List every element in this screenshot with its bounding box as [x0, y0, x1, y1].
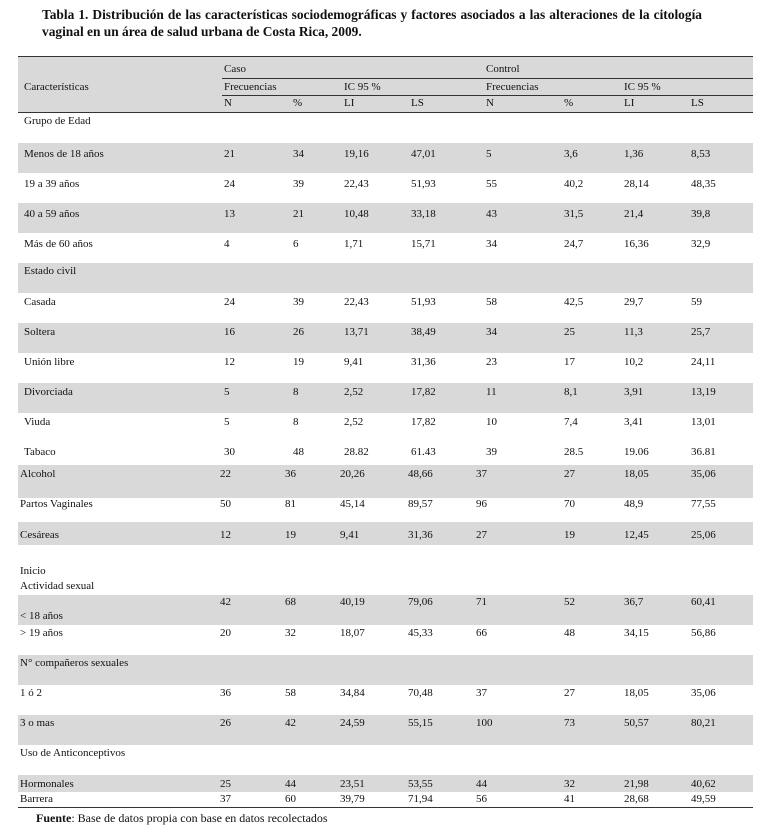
- table-row-uso-de-anticonceptivos: [18, 745, 753, 775]
- cell-caso-n: 5: [224, 416, 230, 428]
- cell-control-ls: 39,8: [691, 208, 711, 220]
- cell-control-li: 3,91: [624, 386, 644, 398]
- table-row-19-anos: [18, 625, 753, 655]
- table-row-estado-civil: [18, 263, 753, 293]
- cell-caso-n: 30: [224, 446, 235, 458]
- cell-control-ls: 40,62: [691, 778, 716, 790]
- cell-caso-li: 39,79: [340, 793, 365, 805]
- cell-control-n: 100: [476, 717, 493, 729]
- cell-control-pct: 19: [564, 529, 575, 541]
- header-control-ic: IC 95 %: [624, 81, 661, 93]
- cell-caso-pct: 26: [293, 326, 304, 338]
- cell-control-n: 5: [486, 148, 492, 160]
- row-label: Estado civil: [24, 265, 77, 277]
- rule-group: [222, 78, 753, 79]
- cell-caso-ls: 47,01: [411, 148, 436, 160]
- cell-caso-n: 42: [220, 596, 231, 608]
- row-label: 19 a 39 años: [24, 178, 80, 190]
- row-label: Actividad sexual: [20, 580, 95, 592]
- cell-caso-pct: 34: [293, 148, 304, 160]
- cell-control-n: 71: [476, 596, 487, 608]
- cell-caso-li: 22,43: [344, 296, 369, 308]
- row-label: Unión libre: [24, 356, 75, 368]
- cell-caso-ls: 55,15: [408, 717, 433, 729]
- cell-caso-n: 36: [220, 687, 231, 699]
- cell-caso-ls: 33,18: [411, 208, 436, 220]
- table-row-alcohol: [18, 465, 753, 498]
- cell-caso-li: 20,26: [340, 468, 365, 480]
- cell-caso-n: 21: [224, 148, 235, 160]
- cell-control-li: 1,36: [624, 148, 644, 160]
- cell-control-li: 28,68: [624, 793, 649, 805]
- cell-caso-n: 13: [224, 208, 235, 220]
- cell-control-pct: 7,4: [564, 416, 578, 428]
- row-label: Alcohol: [20, 468, 56, 480]
- cell-control-n: 34: [486, 238, 497, 250]
- cell-caso-n: 4: [224, 238, 230, 250]
- header-control-li: LI: [624, 97, 635, 109]
- cell-caso-n: 16: [224, 326, 235, 338]
- header-caso-pct: %: [293, 97, 303, 109]
- cell-control-ls: 8,53: [691, 148, 711, 160]
- cell-caso-li: 2,52: [344, 386, 364, 398]
- cell-control-n: 23: [486, 356, 497, 368]
- header-caso-li: LI: [344, 97, 355, 109]
- cell-control-n: 96: [476, 498, 487, 510]
- cell-caso-ls: 17,82: [411, 416, 436, 428]
- cell-caso-n: 12: [220, 529, 231, 541]
- cell-caso-li: 24,59: [340, 717, 365, 729]
- cell-caso-pct: 32: [285, 627, 296, 639]
- header-characteristics: Características: [24, 81, 89, 93]
- cell-control-pct: 73: [564, 717, 575, 729]
- rule-subgroup: [222, 95, 753, 96]
- cell-caso-pct: 81: [285, 498, 296, 510]
- cell-control-li: 16,36: [624, 238, 649, 250]
- cell-control-n: 37: [476, 468, 487, 480]
- header-control-pct: %: [564, 97, 574, 109]
- cell-caso-ls: 79,06: [408, 596, 433, 608]
- cell-caso-pct: 21: [293, 208, 304, 220]
- cell-control-li: 18,05: [624, 468, 649, 480]
- cell-control-ls: 59: [691, 296, 702, 308]
- cell-caso-pct: 42: [285, 717, 296, 729]
- cell-caso-pct: 39: [293, 178, 304, 190]
- cell-caso-li: 22,43: [344, 178, 369, 190]
- cell-caso-li: 19,16: [344, 148, 369, 160]
- row-label: Inicio: [20, 565, 46, 577]
- header-control-ls: LS: [691, 97, 704, 109]
- cell-control-pct: 27: [564, 687, 575, 699]
- cell-control-ls: 24,11: [691, 356, 716, 368]
- cell-caso-pct: 48: [293, 446, 304, 458]
- header-control-n: N: [486, 97, 494, 109]
- cell-control-pct: 48: [564, 627, 575, 639]
- header-caso: Caso: [224, 63, 246, 75]
- table-row-cesareas: [18, 522, 753, 545]
- cell-control-ls: 25,7: [691, 326, 711, 338]
- row-label: Menos de 18 años: [24, 148, 104, 160]
- cell-control-li: 10,2: [624, 356, 644, 368]
- table-header: [18, 56, 753, 113]
- cell-control-li: 34,15: [624, 627, 649, 639]
- source-label: Fuente: [36, 811, 72, 825]
- cell-caso-ls: 17,82: [411, 386, 436, 398]
- header-caso-frecuencias: Frecuencias: [224, 81, 277, 93]
- cell-caso-pct: 19: [285, 529, 296, 541]
- cell-control-ls: 60,41: [691, 596, 716, 608]
- cell-control-ls: 49,59: [691, 793, 716, 805]
- cell-caso-ls: 51,93: [411, 296, 436, 308]
- row-label: Más de 60 años: [24, 238, 93, 250]
- cell-caso-ls: 38,49: [411, 326, 436, 338]
- header-caso-n: N: [224, 97, 232, 109]
- cell-caso-n: 37: [220, 793, 231, 805]
- cell-control-n: 58: [486, 296, 497, 308]
- table-row-viuda: [18, 413, 753, 443]
- header-caso-ls: LS: [411, 97, 424, 109]
- cell-caso-li: 9,41: [340, 529, 360, 541]
- header-control-frecuencias: Frecuencias: [486, 81, 539, 93]
- cell-control-ls: 13,19: [691, 386, 716, 398]
- row-label: > 19 años: [20, 627, 63, 639]
- cell-caso-pct: 6: [293, 238, 299, 250]
- table-row-casada: [18, 293, 753, 323]
- cell-control-li: 3,41: [624, 416, 644, 428]
- table-row-grupo-de-edad: [18, 113, 753, 143]
- cell-caso-ls: 53,55: [408, 778, 433, 790]
- cell-caso-pct: 60: [285, 793, 296, 805]
- row-label: Tabaco: [24, 446, 56, 458]
- cell-control-n: 66: [476, 627, 487, 639]
- cell-control-ls: 80,21: [691, 717, 716, 729]
- table-row-menos-de-18-anos: [18, 143, 753, 173]
- table-row-soltera: [18, 323, 753, 353]
- cell-caso-ls: 48,66: [408, 468, 433, 480]
- rule-top: [18, 56, 753, 57]
- table-title: Tabla 1. Distribución de las características sociodemográficas y factores asociados a las alteraciones de la citología vaginal en un área de salud urbana de Costa Rica, 2009.: [42, 7, 702, 39]
- cell-caso-ls: 31,36: [411, 356, 436, 368]
- cell-control-n: 43: [486, 208, 497, 220]
- cell-control-li: 18,05: [624, 687, 649, 699]
- cell-caso-n: 20: [220, 627, 231, 639]
- cell-control-pct: 24,7: [564, 238, 584, 250]
- cell-control-pct: 40,2: [564, 178, 584, 190]
- cell-control-li: 48,9: [624, 498, 644, 510]
- table-row-divorciada: [18, 383, 753, 413]
- cell-control-li: 50,57: [624, 717, 649, 729]
- cell-caso-ls: 61.43: [411, 446, 436, 458]
- cell-caso-pct: 58: [285, 687, 296, 699]
- cell-caso-ls: 51,93: [411, 178, 436, 190]
- row-label: Partos Vaginales: [20, 498, 93, 510]
- cell-control-li: 19.06: [624, 446, 649, 458]
- table-row-barrera: [18, 792, 753, 807]
- cell-caso-n: 26: [220, 717, 231, 729]
- cell-caso-n: 50: [220, 498, 231, 510]
- cell-caso-pct: 19: [293, 356, 304, 368]
- cell-control-li: 12,45: [624, 529, 649, 541]
- cell-control-ls: 56,86: [691, 627, 716, 639]
- cell-control-pct: 41: [564, 793, 575, 805]
- cell-caso-pct: 8: [293, 386, 299, 398]
- cell-caso-li: 1,71: [344, 238, 364, 250]
- cell-control-ls: 35,06: [691, 687, 716, 699]
- row-label: 40 a 59 años: [24, 208, 80, 220]
- cell-control-n: 11: [486, 386, 497, 398]
- table-row-n-companeros-sexuales: [18, 655, 753, 685]
- row-label: Grupo de Edad: [24, 115, 91, 127]
- table-row-hormonales: [18, 775, 753, 792]
- cell-control-pct: 32: [564, 778, 575, 790]
- cell-control-pct: 70: [564, 498, 575, 510]
- cell-control-pct: 28.5: [564, 446, 584, 458]
- cell-control-ls: 35,06: [691, 468, 716, 480]
- cell-caso-ls: 45,33: [408, 627, 433, 639]
- header-control: Control: [486, 63, 520, 75]
- cell-caso-n: 24: [224, 178, 235, 190]
- cell-caso-n: 24: [224, 296, 235, 308]
- row-label: 3 o mas: [20, 717, 55, 729]
- row-label: 1 ó 2: [20, 687, 42, 699]
- row-label: Hormonales: [20, 778, 74, 790]
- cell-control-ls: 13,01: [691, 416, 716, 428]
- cell-control-pct: 8,1: [564, 386, 578, 398]
- cell-caso-li: 34,84: [340, 687, 365, 699]
- row-label: < 18 años: [20, 610, 63, 622]
- cell-control-n: 34: [486, 326, 497, 338]
- cell-caso-li: 23,51: [340, 778, 365, 790]
- cell-caso-pct: 36: [285, 468, 296, 480]
- cell-control-pct: 52: [564, 596, 575, 608]
- row-label: Casada: [24, 296, 56, 308]
- cell-control-pct: 17: [564, 356, 575, 368]
- cell-control-pct: 42,5: [564, 296, 584, 308]
- cell-control-n: 10: [486, 416, 497, 428]
- cell-caso-ls: 89,57: [408, 498, 433, 510]
- row-label: Cesáreas: [20, 529, 60, 541]
- source-text: : Base de datos propia con base en datos recolectados: [71, 811, 328, 825]
- cell-control-n: 44: [476, 778, 487, 790]
- cell-caso-ls: 71,94: [408, 793, 433, 805]
- cell-control-li: 21,98: [624, 778, 649, 790]
- cell-caso-pct: 68: [285, 596, 296, 608]
- table-row-union-libre: [18, 353, 753, 383]
- row-label: Uso de Anticonceptivos: [20, 747, 126, 759]
- cell-control-pct: 27: [564, 468, 575, 480]
- cell-caso-n: 22: [220, 468, 231, 480]
- row-label: Soltera: [24, 326, 56, 338]
- cell-control-ls: 77,55: [691, 498, 716, 510]
- cell-control-n: 27: [476, 529, 487, 541]
- table-row-actividad-sexual: [18, 577, 753, 595]
- rule-bottom: [18, 807, 753, 808]
- table-row-18-anos: [18, 595, 753, 625]
- cell-control-n: 37: [476, 687, 487, 699]
- table-row-inicio: [18, 560, 753, 577]
- cell-control-li: 11,3: [624, 326, 643, 338]
- cell-caso-pct: 44: [285, 778, 296, 790]
- cell-caso-li: 45,14: [340, 498, 365, 510]
- table-row-tabaco: [18, 443, 753, 465]
- cell-caso-li: 10,48: [344, 208, 369, 220]
- table-row-1-o-2: [18, 685, 753, 715]
- row-label: Barrera: [20, 793, 53, 805]
- table-row-partos-vaginales: [18, 498, 753, 522]
- cell-caso-n: 25: [220, 778, 231, 790]
- cell-caso-li: 2,52: [344, 416, 364, 428]
- cell-control-pct: 31,5: [564, 208, 584, 220]
- cell-caso-n: 5: [224, 386, 230, 398]
- row-label: N° compañeros sexuales: [20, 657, 129, 669]
- cell-control-li: 36,7: [624, 596, 644, 608]
- cell-caso-li: 28.82: [344, 446, 369, 458]
- cell-control-li: 29,7: [624, 296, 644, 308]
- cell-caso-ls: 31,36: [408, 529, 433, 541]
- row-label: Viuda: [24, 416, 51, 428]
- cell-caso-pct: 39: [293, 296, 304, 308]
- cell-control-n: 55: [486, 178, 497, 190]
- row-label: Divorciada: [24, 386, 73, 398]
- cell-caso-ls: 70,48: [408, 687, 433, 699]
- cell-caso-li: 18,07: [340, 627, 365, 639]
- table-source: [36, 811, 328, 826]
- cell-control-ls: 36.81: [691, 446, 716, 458]
- table-row-mas-de-60-anos: [18, 233, 753, 263]
- header-caso-ic: IC 95 %: [344, 81, 381, 93]
- cell-caso-li: 9,41: [344, 356, 364, 368]
- cell-control-li: 21,4: [624, 208, 644, 220]
- cell-caso-li: 13,71: [344, 326, 369, 338]
- cell-caso-n: 12: [224, 356, 235, 368]
- cell-caso-li: 40,19: [340, 596, 365, 608]
- cell-control-n: 39: [486, 446, 497, 458]
- cell-control-ls: 48,35: [691, 178, 716, 190]
- cell-control-li: 28,14: [624, 178, 649, 190]
- cell-caso-pct: 8: [293, 416, 299, 428]
- cell-control-pct: 25: [564, 326, 575, 338]
- table-row-19-a-39-anos: [18, 173, 753, 203]
- table-row-40-a-59-anos: [18, 203, 753, 233]
- cell-caso-ls: 15,71: [411, 238, 436, 250]
- cell-control-ls: 32,9: [691, 238, 711, 250]
- cell-control-ls: 25,06: [691, 529, 716, 541]
- cell-control-n: 56: [476, 793, 487, 805]
- cell-control-pct: 3,6: [564, 148, 578, 160]
- table-row-3-o-mas: [18, 715, 753, 745]
